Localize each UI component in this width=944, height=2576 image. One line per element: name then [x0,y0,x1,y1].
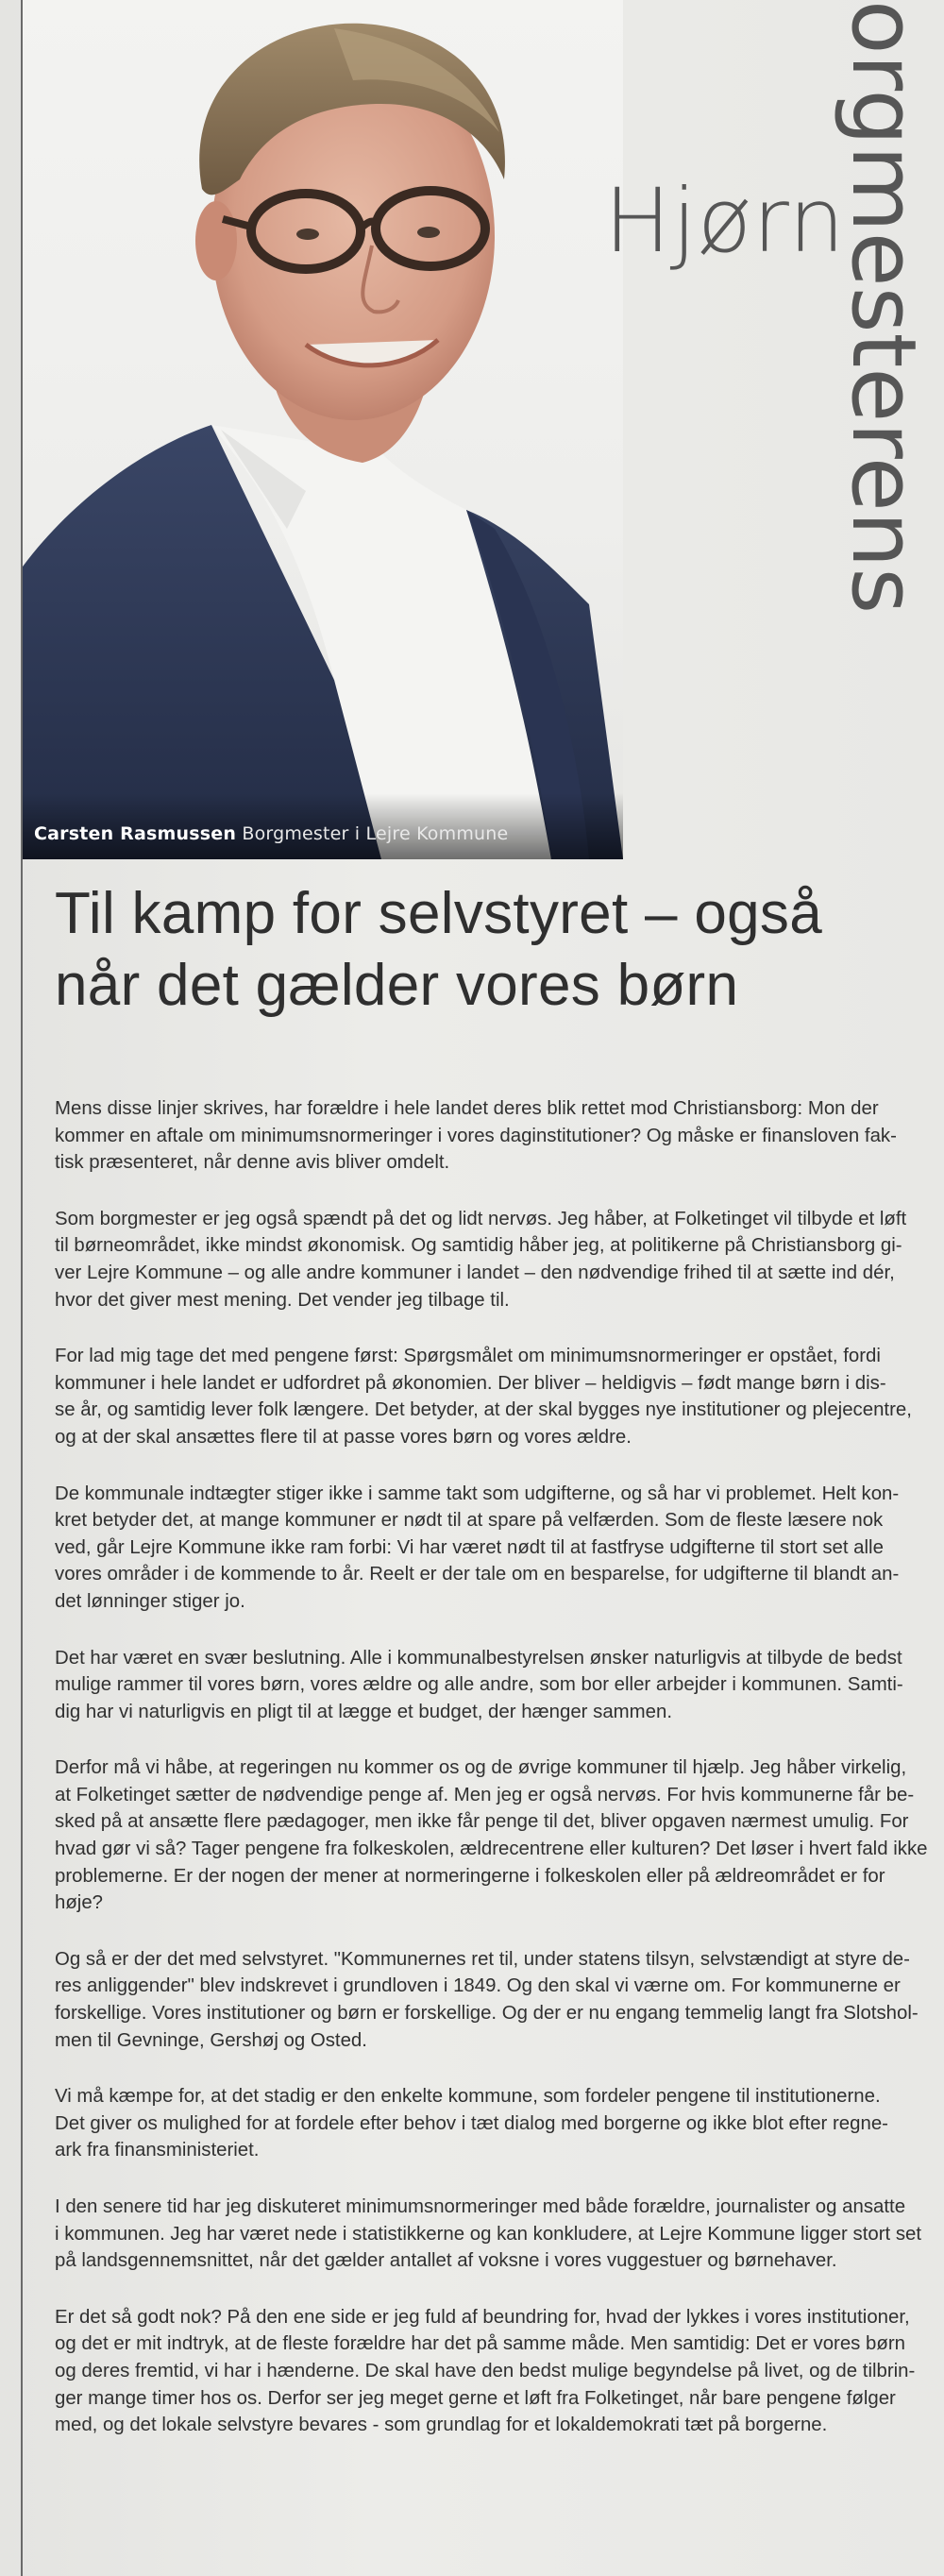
column-title-horizontal: Hjørn [604,170,846,273]
column-title-vertical: orgmesterens [832,0,935,615]
text-line: I den senere tid har jeg diskuteret minimumsnormeringer med både forældre, journalister og ansatte [55,2196,906,2217]
paragraph-10 [55,2304,921,2439]
text-line: ark fra finansministeriet. [55,2140,260,2161]
text-line: sked på at ansætte flere pædagoger, men ikke får penge til det, bliver opgaven nærmest umulig. For [55,1811,909,1833]
paragraph-8 [55,2083,921,2164]
text-line: Det har været en svær beslutning. Alle i kommunalbestyrelsen ønsker naturligvis at tilbyde de bedst [55,1647,902,1669]
text-line: det lønninger stiger jo. [55,1590,245,1612]
text-line: Er det så godt nok? På den ene side er jeg fuld af beundring for, hvad der lykkes i vores institutioner, [55,2306,910,2328]
text-line: Vi må kæmpe for, at det stadig er den enkelte kommune, som fordeler pengene til institutionerne. [55,2086,881,2108]
paragraph-6 [55,1754,928,1917]
text-line: men til Gevninge, Gershøj og Osted. [55,2029,367,2051]
text-line: res anliggender" blev indskrevet i grundloven i 1849. Og den skal vi værne om. For kommunerne er [55,1975,901,1997]
paragraph-3 [55,1343,921,1450]
text-line: problemerne. Er der nogen der mener at normeringerne i folkeskolen eller på ældreområdet er for [55,1865,885,1887]
text-line: høje? [55,1892,104,1914]
text-line: til børneområdet, ikke mindst økonomisk. Og samtidig håber jeg, at politikerne på Christiansborg gi- [55,1235,902,1257]
article-headline [55,878,933,1022]
paragraph-2 [55,1206,921,1313]
paragraph-9 [55,2194,921,2275]
text-line: med, og det lokale selvstyre bevares - som grundlag for et lokaldemokrati tæt på borgerne. [55,2415,828,2436]
text-line: og at der skal ansættes flere til at passe vores børn og vores ældre. [55,1426,632,1448]
text-line: se år, og samtidig lever folk længere. Det betyder, at der skal bygges nye institutioner og plejecentre, [55,1399,912,1421]
text-line: tisk præsenteret, når denne avis bliver omdelt. [55,1152,450,1174]
text-line: vores områder i de kommende to år. Reelt er der tale om en besparelse, for udgifterne til blandt an- [55,1564,900,1585]
paragraph-4 [55,1481,921,1616]
caption-name: Carsten Rasmussen [34,823,237,844]
text-line: ger mange timer hos os. Derfor ser jeg meget gerne et løft fra Folketinget, når bare pengene følger [55,2387,896,2409]
text-line: Og så er der det med selvstyret. "Kommunernes ret til, under statens tilsyn, selvstændigt at styre de- [55,1948,910,1970]
paragraph-7 [55,1946,921,2054]
text-line: Det giver os mulighed for at fordele efter behov i tæt dialog med borgerne og ikke blot efter regne- [55,2112,888,2134]
photo-caption [34,823,508,844]
headline-line-1: Til kamp for selvstyret – også [55,881,822,946]
text-line: forskellige. Vores institutioner og børn er forskellige. Og der er nu engang temmelig langt fra Slotshol- [55,2003,919,2025]
text-line: at Folketinget sætter de nødvendige penge af. Men jeg er også nervøs. For hvis kommunerne får be- [55,1784,915,1805]
paragraph-1 [55,1095,921,1177]
text-line: ver Lejre Kommune – og alle andre kommuner i landet – den nødvendige frihed til at sætte ind dér, [55,1262,895,1283]
text-line: hvor det giver mest mening. Det vender jeg tilbage til. [55,1289,510,1311]
text-line: De kommunale indtægter stiger ikke i samme takt som udgifterne, og så har vi problemet. Helt kon- [55,1483,900,1504]
text-line: mulige rammer til vores børn, vores ældre og alle andre, som bor eller arbejder i kommunen. Samti- [55,1674,903,1696]
text-line: Mens disse linjer skrives, har forældre i hele landet deres blik rettet mod Christiansborg: Mon der [55,1098,879,1119]
text-line: kommer en aftale om minimumsnormeringer i vores daginstitutioner? Og måske er finansloven fak- [55,1125,897,1146]
text-line: kommuner i hele landet er udfordret på økonomien. Der bliver – heldigvis – født mange børn i dis- [55,1372,886,1394]
text-line: i kommunen. Jeg har været nede i statistikkerne og kan konkludere, at Lejre Kommune ligger stort set [55,2223,922,2245]
text-line: hvad gør vi så? Tager pengene fra folkeskolen, ældrecentrene eller kulturen? Det løser i hvert fald ikke [55,1839,928,1860]
portrait-illustration [23,0,623,859]
headline-line-2: når det gælder vores børn [55,953,739,1018]
text-line: dig har vi naturligvis en pligt til at lægge et budget, der hænger sammen. [55,1701,672,1722]
portrait-photo [23,0,623,859]
text-line: ved, går Lejre Kommune ikke ram forbi: Vi har været nødt til at fastfryse udgifterne til stort set alle [55,1536,884,1558]
text-line: kret betyder det, at mange kommuner er nødt til at spare på velfærden. Som de fleste læsere nok [55,1510,884,1532]
text-line: og deres fremtid, vi har i hænderne. De skal have den bedst mulige begyndelse på livet, og de tilbrin- [55,2360,916,2381]
text-line: Derfor må vi håbe, at regeringen nu kommer os og de øvrige kommuner til hjælp. Jeg håber virkelig, [55,1757,907,1779]
article-body [55,1095,928,2468]
text-line: og det er mit indtryk, at de fleste forældre har det på samme måde. Men samtidig: Det er vores børn [55,2333,905,2355]
text-line: For lad mig tage det med pengene først: Spørgsmålet om minimumsnormeringer er opstået, fordi [55,1346,881,1367]
paragraph-5 [55,1645,921,1726]
caption-role: Borgmester i Lejre Kommune [242,823,509,844]
text-line: Som borgmester er jeg også spændt på det og lidt nervøs. Jeg håber, at Folketinget vil tilbyde et løft [55,1208,907,1229]
text-line: på landsgennemsnittet, når det gælder antallet af voksne i vores vuggestuer og børnehaver. [55,2250,837,2272]
